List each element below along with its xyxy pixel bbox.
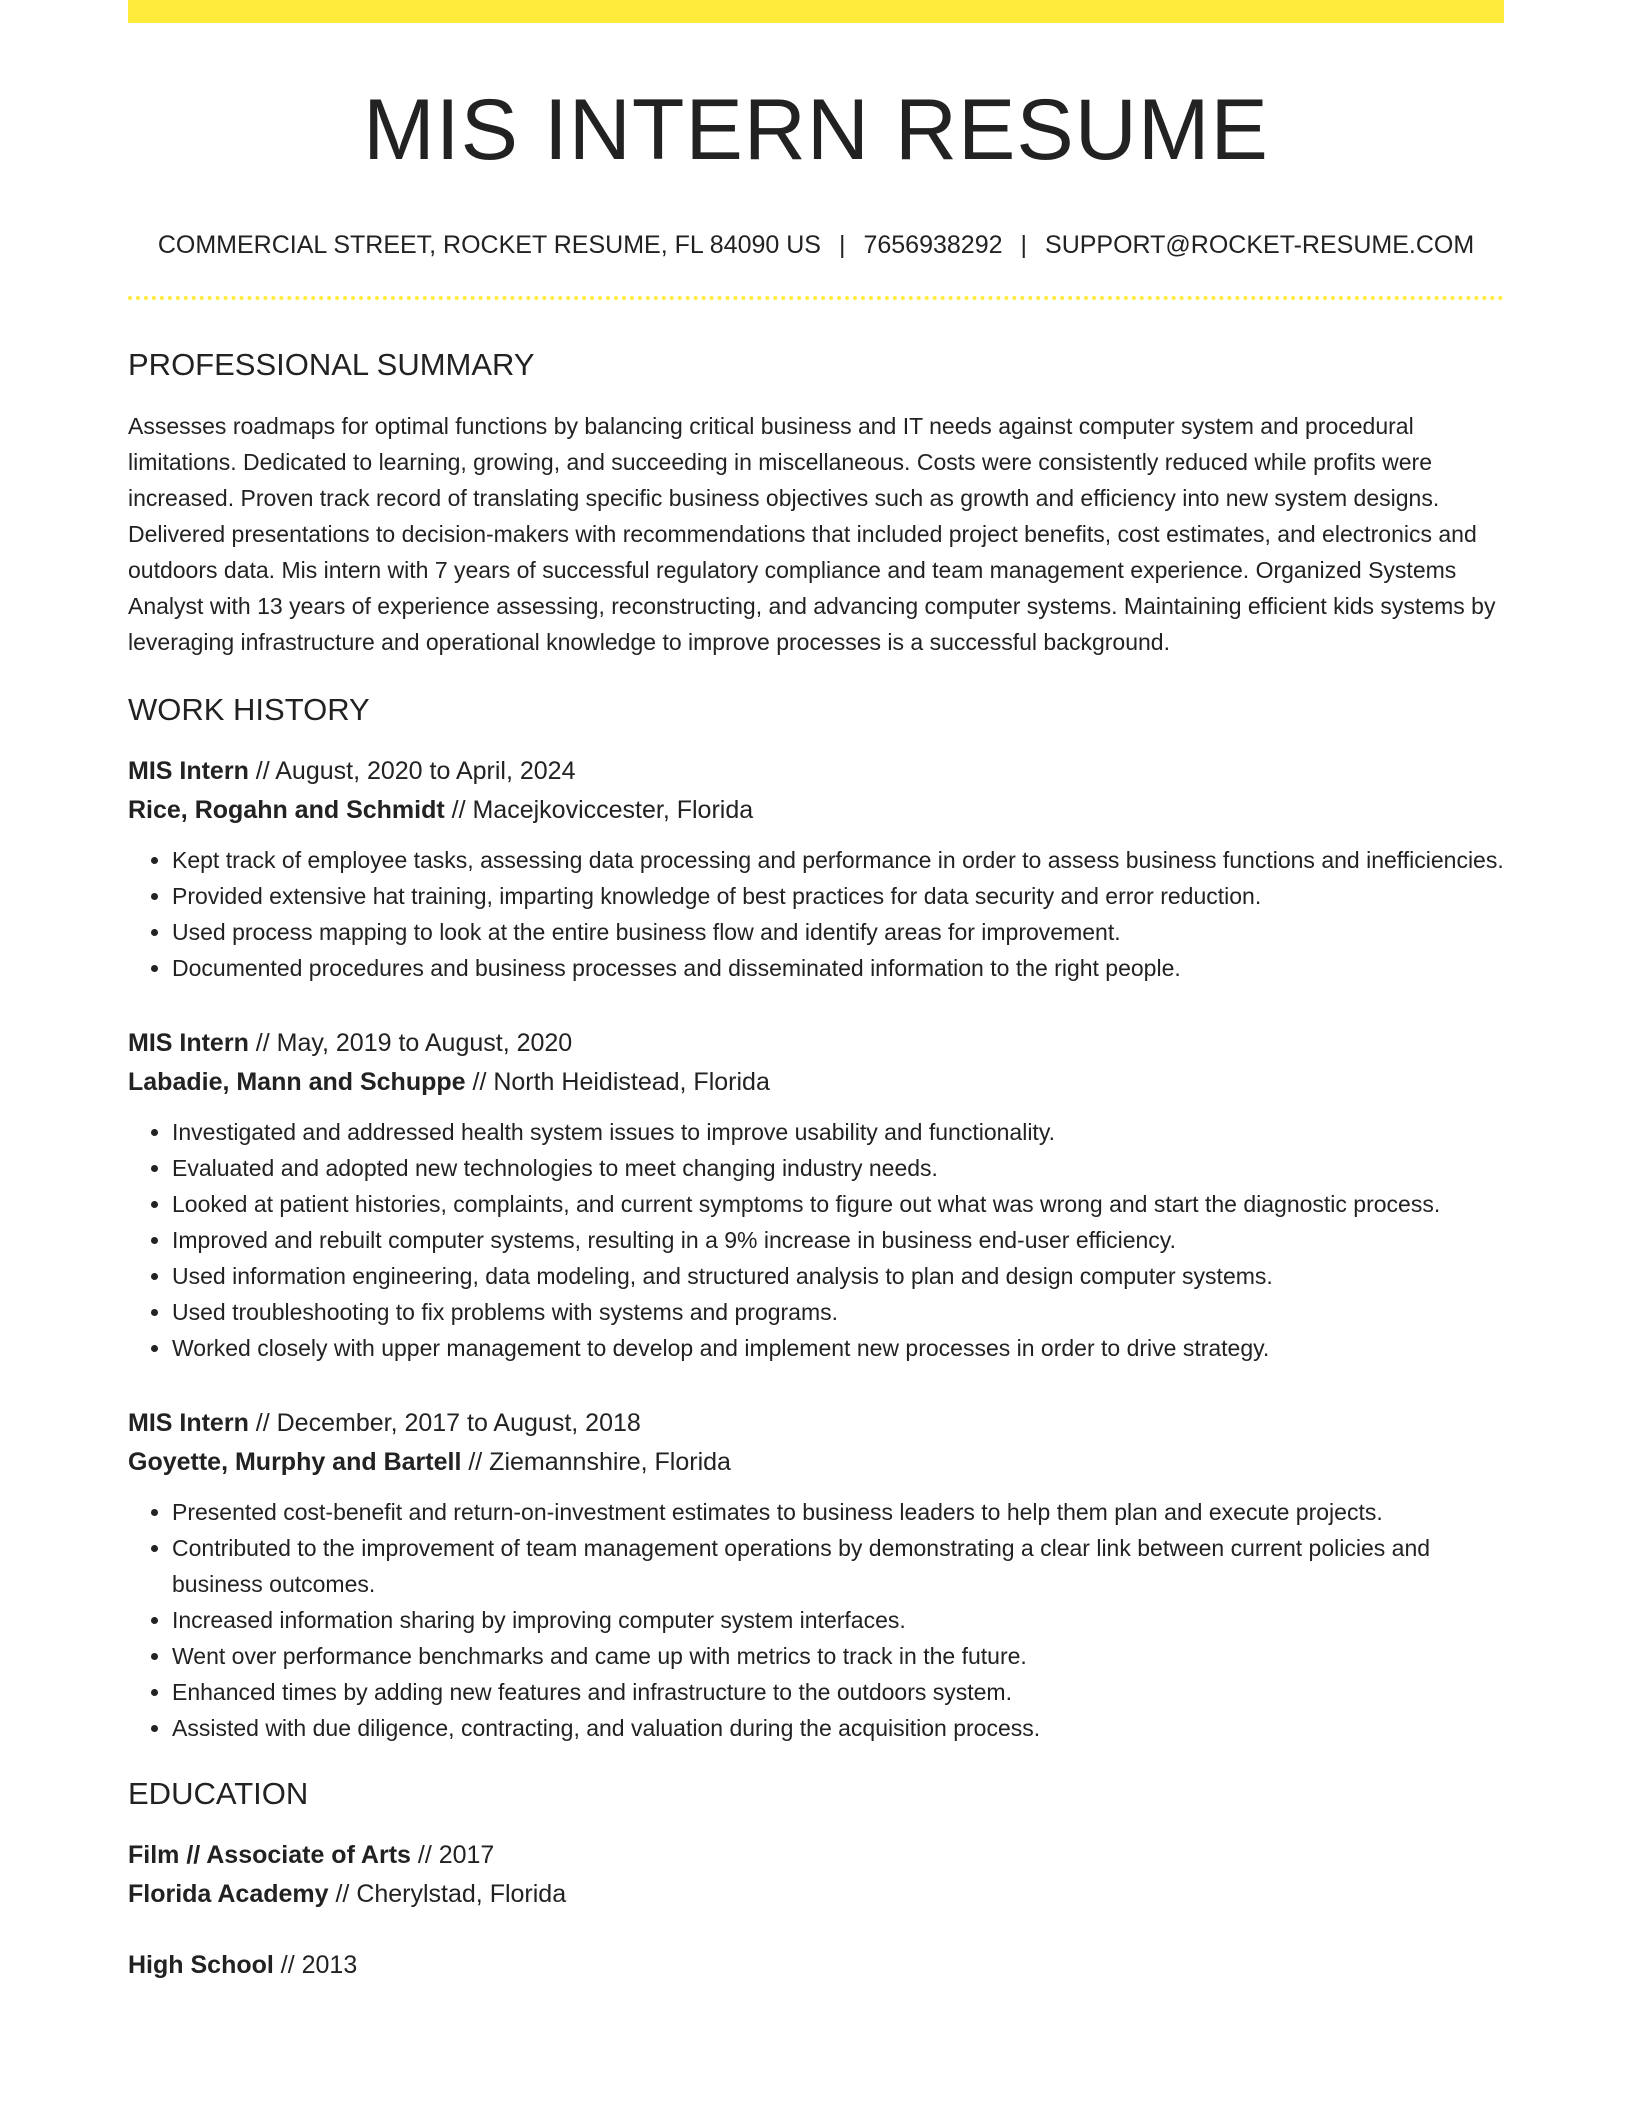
education-school-line bbox=[128, 1875, 1504, 1914]
education-heading: EDUCATION bbox=[128, 1776, 309, 1811]
job-company-line bbox=[128, 1063, 1504, 1102]
job-bullet: • Used information engineering, data modeling, and structured analysis to plan and design computer systems. bbox=[172, 1258, 1504, 1294]
summary-section bbox=[128, 345, 1504, 660]
job-company: Goyette, Murphy and Bartell bbox=[128, 1448, 462, 1476]
job-location: // North Heidistead, Florida bbox=[465, 1068, 770, 1096]
work-history-heading: WORK HISTORY bbox=[128, 692, 370, 727]
contact-phone: 7656938292 bbox=[863, 231, 1003, 259]
job-dates: // May, 2019 to August, 2020 bbox=[248, 1029, 573, 1057]
education-degree-line bbox=[128, 1836, 1504, 1875]
job-bullets bbox=[128, 1114, 1504, 1366]
summary-text: Assesses roadmaps for optimal functions by balancing critical business and IT needs against computer system and procedural limitations. Dedicated to learning, growing, and succeeding in miscellaneous. Costs were consistently reduced while profits were increased. Proven track record of translating specific business objectives such as growth and efficiency into new system designs. Delivered presentations to decision-makers with recommendations that included project benefits, cost estimates, and electronics and outdoors data. Mis intern with 7 years of successful regulatory compliance and team management experience. Organized Systems Analyst with 13 years of experience assessing, reconstructing, and advancing computer systems. Maintaining efficient kids systems by leveraging infrastructure and operational knowledge to improve processes is a successful background. bbox=[128, 413, 1496, 655]
job-bullet: • Kept track of employee tasks, assessing data processing and performance in order to assess business functions and inefficiencies. bbox=[172, 842, 1504, 878]
education-year: // 2013 bbox=[273, 1951, 358, 1979]
job-entry bbox=[128, 1024, 1504, 1366]
education-degree-line bbox=[128, 1946, 1504, 1985]
contact-line bbox=[128, 228, 1504, 262]
job-company: Labadie, Mann and Schuppe bbox=[128, 1068, 466, 1096]
job-company: Rice, Rogahn and Schmidt bbox=[128, 796, 445, 824]
contact-separator: | bbox=[838, 231, 846, 259]
job-bullets bbox=[128, 842, 1504, 986]
job-bullet: • Contributed to the improvement of team management operations by demonstrating a clear link between current policies and business outcomes. bbox=[172, 1530, 1504, 1602]
job-title: MIS Intern bbox=[128, 757, 249, 785]
job-bullet: • Increased information sharing by improving computer system interfaces. bbox=[172, 1602, 1504, 1638]
job-title-line bbox=[128, 1404, 1504, 1443]
job-company-line bbox=[128, 791, 1504, 830]
dotted-divider bbox=[128, 296, 1504, 300]
education-degree: High School bbox=[128, 1951, 274, 1979]
job-dates: // August, 2020 to April, 2024 bbox=[248, 757, 576, 785]
job-company-line bbox=[128, 1443, 1504, 1482]
job-bullet: • Worked closely with upper management to develop and implement new processes in order to drive strategy. bbox=[172, 1330, 1504, 1366]
resume-title: MIS INTERN RESUME bbox=[363, 82, 1269, 178]
job-title: MIS Intern bbox=[128, 1029, 249, 1057]
job-entry bbox=[128, 1404, 1504, 1746]
job-title-line bbox=[128, 1024, 1504, 1063]
job-bullet: • Used troubleshooting to fix problems with systems and programs. bbox=[172, 1294, 1504, 1330]
contact-separator: | bbox=[1020, 231, 1028, 259]
job-entry bbox=[128, 752, 1504, 986]
job-bullet: • Evaluated and adopted new technologies to meet changing industry needs. bbox=[172, 1150, 1504, 1186]
job-bullet: • Assisted with due diligence, contracting, and valuation during the acquisition process. bbox=[172, 1710, 1504, 1746]
job-bullet: • Used process mapping to look at the entire business flow and identify areas for improvement. bbox=[172, 914, 1504, 950]
education-school: Florida Academy bbox=[128, 1880, 329, 1908]
education-year: // 2017 bbox=[410, 1841, 495, 1869]
contact-address: COMMERCIAL STREET, ROCKET RESUME, FL 84090 US bbox=[157, 231, 821, 259]
job-bullet: • Provided extensive hat training, imparting knowledge of best practices for data security and error reduction. bbox=[172, 878, 1504, 914]
job-bullet: • Investigated and addressed health system issues to improve usability and functionality. bbox=[172, 1114, 1504, 1150]
resume-content bbox=[128, 0, 1504, 1985]
job-location: // Ziemannshire, Florida bbox=[461, 1448, 731, 1476]
job-title-line bbox=[128, 752, 1504, 791]
job-dates: // December, 2017 to August, 2018 bbox=[248, 1409, 641, 1437]
job-bullet: • Improved and rebuilt computer systems, resulting in a 9% increase in business end-user efficiency. bbox=[172, 1222, 1504, 1258]
work-history-section bbox=[128, 690, 1504, 1746]
education-section bbox=[128, 1774, 1504, 1985]
job-bullet: • Went over performance benchmarks and came up with metrics to track in the future. bbox=[172, 1638, 1504, 1674]
job-bullet: • Documented procedures and business processes and disseminated information to the right people. bbox=[172, 950, 1504, 986]
contact-email: SUPPORT@ROCKET-RESUME.COM bbox=[1045, 231, 1475, 259]
job-title: MIS Intern bbox=[128, 1409, 249, 1437]
job-bullets bbox=[128, 1494, 1504, 1746]
education-entry bbox=[128, 1836, 1504, 1914]
job-bullet: • Presented cost-benefit and return-on-investment estimates to business leaders to help them plan and execute projects. bbox=[172, 1494, 1504, 1530]
job-bullet: • Looked at patient histories, complaints, and current symptoms to figure out what was wrong and start the diagnostic process. bbox=[172, 1186, 1504, 1222]
education-degree: Film // Associate of Arts bbox=[128, 1841, 411, 1869]
education-entry bbox=[128, 1946, 1504, 1985]
job-location: // Macejkoviccester, Florida bbox=[444, 796, 754, 824]
job-bullet: • Enhanced times by adding new features and infrastructure to the outdoors system. bbox=[172, 1674, 1504, 1710]
education-location: // Cherylstad, Florida bbox=[328, 1880, 567, 1908]
summary-heading: PROFESSIONAL SUMMARY bbox=[128, 347, 535, 382]
